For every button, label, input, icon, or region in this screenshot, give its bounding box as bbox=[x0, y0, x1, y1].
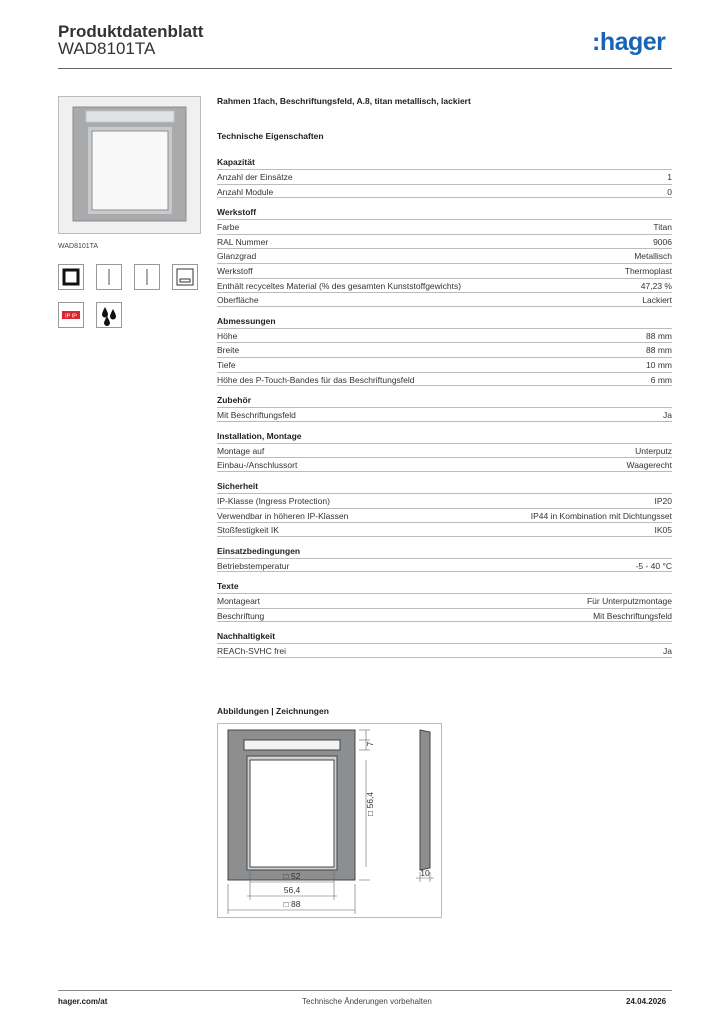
spec-row bbox=[217, 558, 672, 573]
spec-section-title: Abmessungen bbox=[217, 315, 276, 326]
product-image bbox=[58, 96, 201, 234]
spec-row bbox=[217, 372, 672, 387]
spec-section bbox=[217, 479, 672, 537]
spec-label: Farbe bbox=[217, 222, 240, 233]
spec-row bbox=[217, 184, 672, 199]
spec-value: 88 mm bbox=[646, 330, 672, 341]
spec-value: Waagerecht bbox=[626, 460, 672, 471]
spec-label: Mit Beschriftungsfeld bbox=[217, 410, 296, 421]
spec-value: Ja bbox=[663, 410, 672, 421]
spec-value: 47,23 % bbox=[640, 280, 672, 291]
spec-value: IP20 bbox=[654, 495, 672, 506]
spec-row bbox=[217, 407, 672, 422]
spec-label: Einbau-/Anschlussort bbox=[217, 460, 298, 471]
spec-row bbox=[217, 292, 672, 307]
spec-value: Mit Beschriftungsfeld bbox=[593, 610, 672, 621]
vertical-line-icon bbox=[134, 264, 160, 290]
spec-value: Für Unterputzmontage bbox=[586, 596, 672, 607]
spec-label: Montageart bbox=[217, 596, 260, 607]
spec-label: Enthält recyceltes Material (% des gesamten Kunststoffgewichts) bbox=[217, 280, 462, 291]
spec-value: -5 - 40 °C bbox=[635, 560, 672, 571]
hager-logo: :hager bbox=[592, 28, 666, 56]
spec-section-title: Zubehör bbox=[217, 395, 251, 406]
spec-value: Titan bbox=[653, 222, 672, 233]
spec-row bbox=[217, 643, 672, 658]
footer-note: Technische Änderungen vorbehalten bbox=[302, 997, 432, 1006]
dim-label-height: 7 bbox=[365, 741, 375, 747]
dim-depth: 10 bbox=[420, 868, 430, 878]
dim-inner-height: □ 56,4 bbox=[365, 791, 375, 817]
spec-section-title: Einsatzbedingungen bbox=[217, 545, 301, 556]
spec-row bbox=[217, 169, 672, 184]
spec-label: Anzahl der Einsätze bbox=[217, 172, 293, 182]
spec-row bbox=[217, 457, 672, 472]
spec-section bbox=[217, 155, 672, 198]
spec-label: Betriebstemperatur bbox=[217, 560, 290, 571]
spec-label: Montage auf bbox=[217, 445, 265, 456]
spec-label: Breite bbox=[217, 345, 240, 356]
spec-section bbox=[217, 429, 672, 472]
spec-value: Lackiert bbox=[642, 295, 672, 306]
label-frame-icon bbox=[172, 264, 198, 290]
spec-section bbox=[217, 314, 672, 386]
spec-row bbox=[217, 219, 672, 234]
spec-label: Oberfläche bbox=[217, 295, 259, 306]
spec-section-title: Nachhaltigkeit bbox=[217, 631, 276, 642]
square-frame-icon bbox=[58, 264, 84, 290]
water-drops-icon bbox=[96, 302, 122, 328]
spec-value: IP44 in Kombination mit Dichtungsset bbox=[530, 510, 672, 521]
document-title: Produktdatenblatt bbox=[58, 22, 204, 41]
spec-label: Stoßfestigkeit IK bbox=[217, 525, 279, 536]
spec-row bbox=[217, 357, 672, 372]
image-caption: WAD8101TA bbox=[58, 243, 99, 250]
spec-section-title: Kapazität bbox=[217, 157, 255, 167]
spec-section-title: Texte bbox=[217, 581, 239, 592]
spec-value: Ja bbox=[663, 646, 672, 657]
spec-label: Höhe bbox=[217, 330, 238, 341]
spec-value: Thermoplast bbox=[624, 265, 672, 276]
logo-text: hager bbox=[599, 28, 666, 56]
spec-row bbox=[217, 608, 672, 623]
spec-row bbox=[217, 443, 672, 458]
spec-row bbox=[217, 508, 672, 523]
spec-value: 10 mm bbox=[646, 359, 672, 370]
spec-label: IP-Klasse (Ingress Protection) bbox=[217, 495, 330, 506]
spec-value: 9006 bbox=[653, 236, 672, 247]
spec-row bbox=[217, 328, 672, 343]
spec-row bbox=[217, 248, 672, 263]
spec-row bbox=[217, 493, 672, 508]
spec-value: 88 mm bbox=[646, 345, 672, 356]
spec-label: Höhe des P-Touch-Bandes für das Beschriftungsfeld bbox=[217, 374, 415, 385]
dim-inner-width: 56,4 bbox=[283, 885, 301, 895]
spec-row bbox=[217, 263, 672, 278]
spec-value: Metallisch bbox=[634, 251, 672, 262]
footer-divider bbox=[58, 990, 672, 991]
ip-label: IP IP bbox=[65, 313, 77, 320]
spec-row bbox=[217, 342, 672, 357]
spec-value: IK05 bbox=[654, 525, 672, 536]
spec-label: Beschriftung bbox=[217, 610, 265, 621]
product-description: Rahmen 1fach, Beschriftungsfeld, A.8, titan metallisch, lackiert bbox=[217, 96, 471, 106]
ip-rating-icon bbox=[58, 302, 84, 328]
spec-label: Werkstoff bbox=[217, 265, 253, 276]
spec-section bbox=[217, 544, 672, 573]
spec-row bbox=[217, 593, 672, 608]
spec-label: Glanzgrad bbox=[217, 251, 257, 262]
product-code-heading: WAD8101TA bbox=[58, 39, 156, 58]
spec-value: 0 bbox=[667, 186, 672, 197]
spec-section-title: Sicherheit bbox=[217, 480, 259, 491]
spec-label: Anzahl Module bbox=[217, 186, 274, 197]
header-divider bbox=[58, 68, 672, 69]
spec-value: 6 mm bbox=[650, 374, 672, 385]
technical-drawing bbox=[217, 723, 442, 918]
dim-outer: □ 88 bbox=[283, 899, 301, 909]
spec-row bbox=[217, 278, 672, 293]
spec-row bbox=[217, 234, 672, 249]
spec-label: Tiefe bbox=[217, 359, 236, 370]
spec-section bbox=[217, 629, 672, 658]
drawings-title: Abbildungen | Zeichnungen bbox=[217, 706, 329, 716]
spec-section bbox=[217, 393, 672, 422]
spec-section-title: Installation, Montage bbox=[217, 430, 302, 441]
dim-inner-square: □ 52 bbox=[283, 871, 301, 881]
spec-value: 1 bbox=[667, 172, 672, 182]
spec-section bbox=[217, 205, 672, 307]
footer-date: 24.04.2026 bbox=[626, 997, 667, 1006]
spec-row bbox=[217, 522, 672, 537]
spec-label: RAL Nummer bbox=[217, 236, 269, 247]
technical-properties-title: Technische Eigenschaften bbox=[217, 131, 324, 141]
footer-website[interactable]: hager.com/at bbox=[58, 997, 108, 1006]
spec-section bbox=[217, 579, 672, 622]
specification-table bbox=[217, 155, 672, 658]
spec-label: REACh-SVHC frei bbox=[217, 646, 286, 657]
spec-label: Verwendbar in höheren IP-Klassen bbox=[217, 510, 349, 521]
vertical-line-icon bbox=[96, 264, 122, 290]
spec-section-title: Werkstoff bbox=[217, 207, 257, 218]
spec-value: Unterputz bbox=[635, 445, 672, 456]
